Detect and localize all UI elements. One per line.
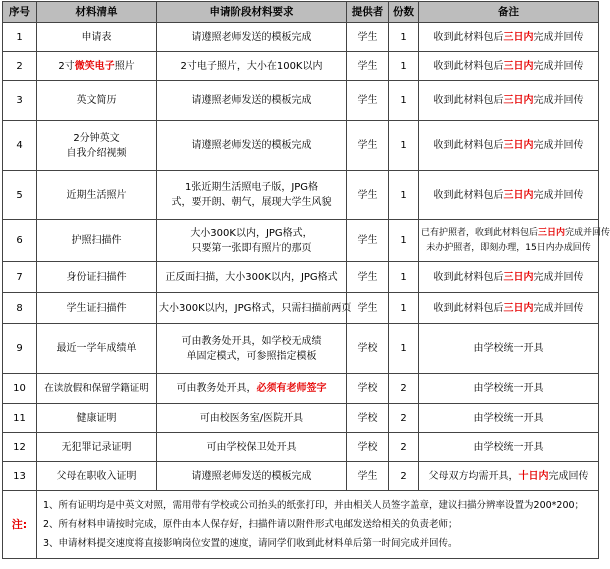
row-provider: 学生 — [347, 23, 389, 52]
row-remark: 收到此材料包后三日内完成并回传 — [419, 293, 599, 324]
row-copies: 1 — [389, 52, 419, 81]
table-row — [3, 324, 599, 374]
row-remark: 收到此材料包后三日内完成并回传 — [419, 52, 599, 81]
row-requirement: 大小300K以内，JPG格式，只需扫描前两页 — [157, 293, 347, 324]
row-remark: 收到此材料包后三日内完成并回传 — [419, 81, 599, 121]
row-material: 在读放假和保留学籍证明 — [37, 374, 157, 404]
row-material: 2分钟英文 自我介绍视频 — [37, 121, 157, 171]
table-row — [3, 262, 599, 293]
row-requirement: 请遵照老师发送的模板完成 — [157, 462, 347, 491]
header-row — [3, 2, 599, 23]
row-no: 12 — [3, 433, 37, 462]
row-requirement: 1张近期生活照电子版，JPG格 式，要开朗、朝气，展现大学生风貌 — [157, 171, 347, 220]
row-provider: 学校 — [347, 324, 389, 374]
row-copies: 2 — [389, 433, 419, 462]
row-no: 13 — [3, 462, 37, 491]
row-remark: 由学校统一开具 — [419, 374, 599, 404]
row-remark: 收到此材料包后三日内完成并回传 — [419, 262, 599, 293]
row-remark: 由学校统一开具 — [419, 324, 599, 374]
materials-table — [2, 1, 610, 559]
row-copies: 1 — [389, 293, 419, 324]
row-remark: 父母双方均需开具，十日内完成回传 — [419, 462, 599, 491]
row-requirement: 可由教务处开具，如学校无成绩 单固定模式，可参照指定模板 — [157, 324, 347, 374]
table-row — [3, 374, 599, 404]
row-remark: 由学校统一开具 — [419, 433, 599, 462]
table-row — [3, 404, 599, 433]
row-provider: 学校 — [347, 374, 389, 404]
table-row — [3, 171, 599, 220]
header-material: 材料清单 — [37, 2, 157, 23]
row-provider: 学生 — [347, 293, 389, 324]
row-provider: 学校 — [347, 433, 389, 462]
row-no: 2 — [3, 52, 37, 81]
row-material: 学生证扫描件 — [37, 293, 157, 324]
row-copies: 2 — [389, 374, 419, 404]
table-row — [3, 121, 599, 171]
row-no: 11 — [3, 404, 37, 433]
row-no: 3 — [3, 81, 37, 121]
header-requirement: 申请阶段材料要求 — [157, 2, 347, 23]
row-remark: 由学校统一开具 — [419, 404, 599, 433]
row-provider: 学生 — [347, 81, 389, 121]
row-provider: 学生 — [347, 171, 389, 220]
table-row — [3, 23, 599, 52]
notes-row — [3, 491, 599, 559]
table-row — [3, 293, 599, 324]
note-item: 3、申请材料提交速度将直接影响岗位安置的速度，请同学们收到此材料单后第一时间完成并回传。 — [43, 538, 458, 549]
row-copies: 1 — [389, 324, 419, 374]
row-provider: 学生 — [347, 52, 389, 81]
row-requirement: 正反面扫描，大小300K以内，JPG格式 — [157, 262, 347, 293]
row-material: 父母在职收入证明 — [37, 462, 157, 491]
row-remark: 收到此材料包后三日内完成并回传 — [419, 171, 599, 220]
row-requirement: 可由学校保卫处开具 — [157, 433, 347, 462]
row-remark: 已有护照者，收到此材料包后三日内完成并回传 未办护照者，即刻办理，15日内办成回传 — [419, 220, 599, 262]
row-requirement: 请遵照老师发送的模板完成 — [157, 121, 347, 171]
row-requirement: 请遵照老师发送的模板完成 — [157, 81, 347, 121]
row-requirement: 可由校医务室/医院开具 — [157, 404, 347, 433]
row-no: 4 — [3, 121, 37, 171]
row-copies: 2 — [389, 462, 419, 491]
row-copies: 1 — [389, 121, 419, 171]
row-copies: 1 — [389, 171, 419, 220]
row-requirement: 可由教务处开具，必须有老师签字 — [157, 374, 347, 404]
row-provider: 学生 — [347, 462, 389, 491]
row-requirement: 大小300K以内，JPG格式， 只要第一张即有照片的那页 — [157, 220, 347, 262]
row-copies: 1 — [389, 81, 419, 121]
notes-content — [37, 491, 599, 559]
row-no: 9 — [3, 324, 37, 374]
header-provider: 提供者 — [347, 2, 389, 23]
header-no: 序号 — [3, 2, 37, 23]
row-no: 8 — [3, 293, 37, 324]
row-no: 5 — [3, 171, 37, 220]
table-row — [3, 220, 599, 262]
row-requirement: 2寸电子照片，大小在100K以内 — [157, 52, 347, 81]
row-material: 身份证扫描件 — [37, 262, 157, 293]
row-material: 健康证明 — [37, 404, 157, 433]
row-provider: 学生 — [347, 121, 389, 171]
row-material: 申请表 — [37, 23, 157, 52]
note-item: 1、所有证明均是中英文对照，需用带有学校或公司抬头的纸张打印，并由相关人员签字盖章，建议扫描分辨率设置为200*200； — [43, 500, 585, 511]
row-material: 2寸微笑电子照片 — [37, 52, 157, 81]
row-remark: 收到此材料包后三日内完成并回传 — [419, 121, 599, 171]
notes-label: 注: — [3, 491, 37, 559]
row-provider: 学生 — [347, 262, 389, 293]
row-copies: 1 — [389, 23, 419, 52]
row-provider: 学校 — [347, 404, 389, 433]
note-item: 2、所有材料申请按时完成，原件由本人保存好，扫描件请以附件形式电邮发送给相关的负责老师； — [43, 519, 458, 530]
row-no: 10 — [3, 374, 37, 404]
table-row — [3, 462, 599, 491]
row-copies: 2 — [389, 404, 419, 433]
row-material: 近期生活照片 — [37, 171, 157, 220]
table-row — [3, 433, 599, 462]
row-copies: 1 — [389, 220, 419, 262]
row-material: 最近一学年成绩单 — [37, 324, 157, 374]
header-copies: 份数 — [389, 2, 419, 23]
row-material: 无犯罪记录证明 — [37, 433, 157, 462]
row-material: 英文简历 — [37, 81, 157, 121]
row-material: 护照扫描件 — [37, 220, 157, 262]
header-remark: 备注 — [419, 2, 599, 23]
table-row — [3, 81, 599, 121]
row-copies: 1 — [389, 262, 419, 293]
row-no: 6 — [3, 220, 37, 262]
row-provider: 学生 — [347, 220, 389, 262]
row-remark: 收到此材料包后三日内完成并回传 — [419, 23, 599, 52]
row-requirement: 请遵照老师发送的模板完成 — [157, 23, 347, 52]
row-no: 7 — [3, 262, 37, 293]
row-no: 1 — [3, 23, 37, 52]
table-row — [3, 52, 599, 81]
